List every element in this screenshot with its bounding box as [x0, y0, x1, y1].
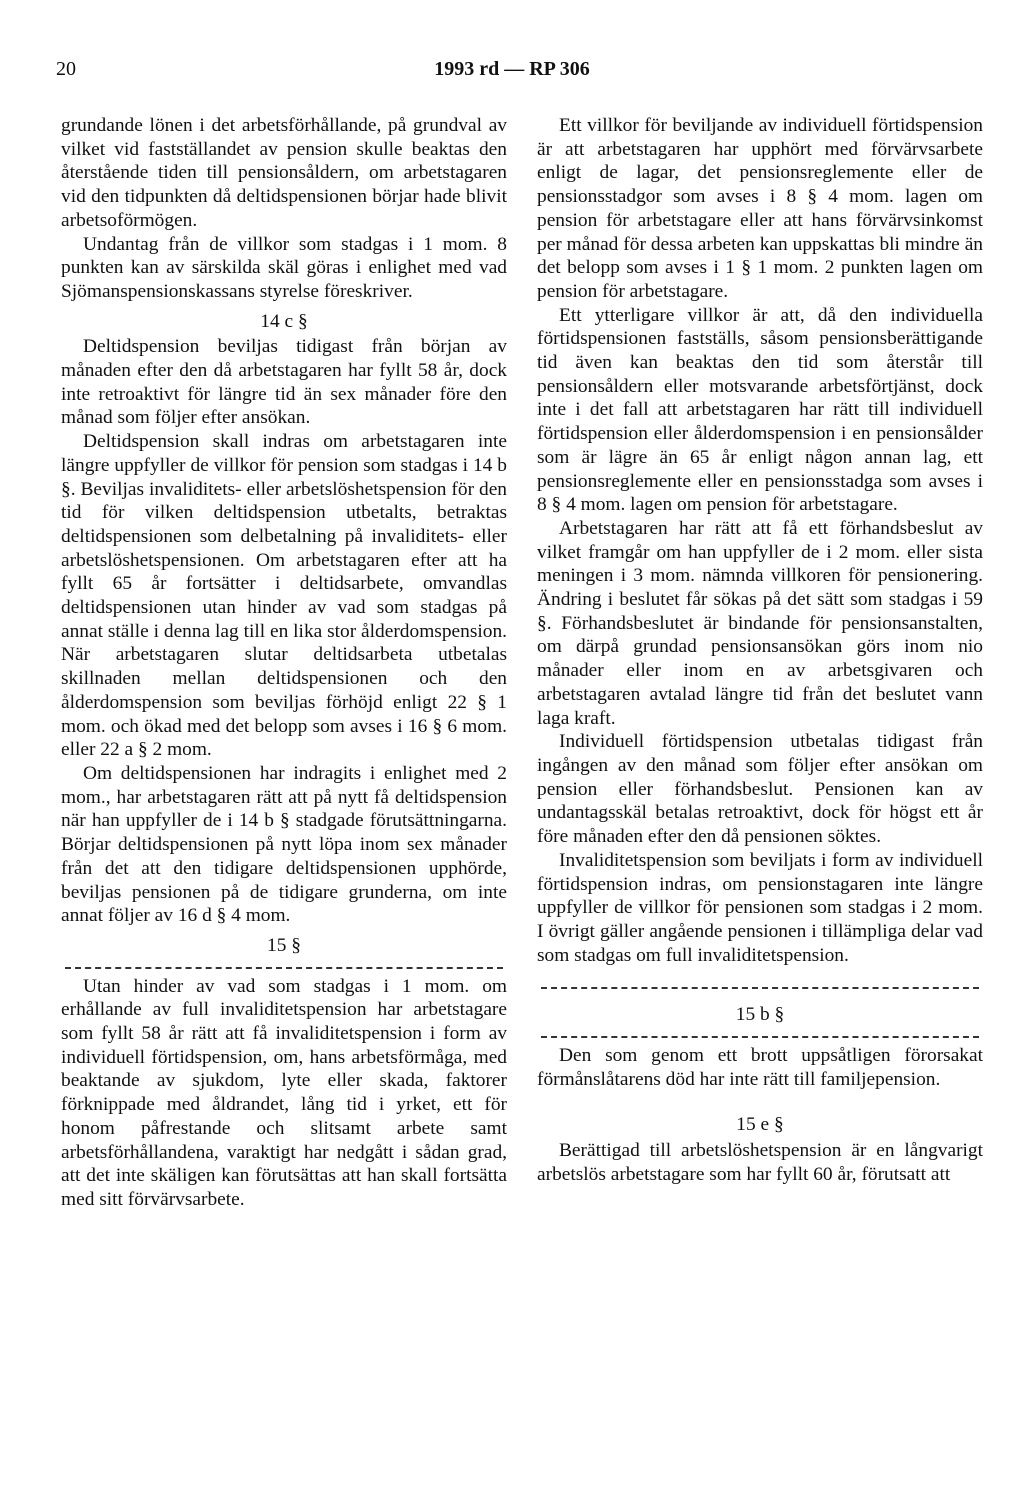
omission-divider: [65, 967, 503, 969]
section-heading-15e: 15 e §: [736, 1114, 784, 1136]
section-heading-14c: 14 c §: [260, 310, 308, 332]
section-heading-15b: 15 b §: [735, 1004, 785, 1026]
paragraph: Deltidspension skall indras om arbetstagaren inte längre uppfyller de villkor för pension som stadgas i 14 b §. Beviljas invaliditets- eller arbetslöshetspension för den tid för vilken deltidspension utbetalts, betraktas deltidspensionen som delbetalning på invaliditets- eller arbetslöshetspensionen. Om arbetstagaren efter att ha fyllt 65 år fortsätter i deltidsarbete, omvandlas deltidspensionen utan hinder av vad som stadgas på annat ställe i denna lag till en lika stor ålderdomspension. När arbetstagaren slutar deltidsarbeta utbetalas skillnaden mellan deltidspensionen och den ålderdomspension som beviljas förhöjd enligt 22 § 1 mom. och ökad med det belopp som avses i 16 § 6 mom. eller 22 a § 2 mom.: [61, 431, 507, 761]
paragraph: Undantag från de villkor som stadgas i 1 mom. 8 punkten kan av särskilda skäl göras i enlighet med vad Sjömanspensionskassans styrelse föreskriver.: [61, 233, 507, 302]
paragraph: Individuell förtidspension utbetalas tidigast från ingången av den månad som följer efter ansökan om pension eller förhandsbeslut. Pensionen kan av undantagsskäl betalas retroaktivt, dock för högst ett år före månaden efter den då pensionen söktes.: [537, 731, 983, 848]
omission-divider: [541, 1036, 979, 1038]
paragraph: Arbetstagaren har rätt att få ett förhandsbeslut av vilket framgår om han uppfyller de i 2 mom. eller sista meningen i 3 mom. nämnda villkoren för pensionering. Ändring i beslutet får sökas på det sätt som stadgas i 59 §. Förhandsbeslutet är bindande för pensionsanstalten, om därpå grundad pensionsansökan görs inom nio månader eller inom en av arbetsgivaren och arbetstagaren avtalad längre tid från det beslutet vann laga kraft.: [537, 517, 983, 729]
paragraph: Invaliditetspension som beviljats i form av individuell förtidspension indras, om pensionstagaren inte längre uppfyller de villkor för pensionen som stadgas i 2 mom. I övrigt gäller angående pensionen i tillämpliga delar vad som stadgas om full invaliditetspension.: [537, 849, 983, 966]
left-column: [61, 114, 507, 1212]
section-heading-15: 15 §: [267, 934, 301, 956]
page-header: [0, 58, 1024, 88]
paragraph: Ett villkor för beviljande av individuell förtidspension är att arbetstagaren har upphört med förvärvsarbete enligt de lagar, det pensionsreglemente eller de pensionsstadgor som avses i 8 § 4 mom. lagen om pension för arbetstagare eller att hans förvärvsinkomst per månad för dessa arbeten kan uppskattas bli mindre än det belopp som avses i 1 § 1 mom. 2 punkten lagen om pension för arbetstagare.: [537, 115, 983, 302]
page-number: 20: [56, 58, 76, 80]
paragraph: Utan hinder av vad som stadgas i 1 mom. om erhållande av full invaliditetspension har arbetstagare som fyllt 58 år rätt att få invaliditetspension i form av individuell förtidspension, om, hans arbetsförmåga, med beaktande av sjukdom, lyte eller skada, faktorer förknippade med åldrandet, lång tid i yrket, ett för honom påfrestande och slitsamt arbete samt arbetsförhållandena, varaktigt har nedgått i sådan grad, att det inte skäligen kan förutsättas att han skall fortsätta med sitt förvärvsarbete.: [61, 975, 507, 1210]
paragraph: Ett ytterligare villkor är att, då den individuella förtidspensionen fastställs, såsom pensionsberättigande tid även kan beaktas den tid som återstår till pensionsåldern eller motsvarande arbetsförtjänst, dock inte i det fall att arbetstagaren har rätt till individuell förtidspension eller ålderdomspension i en pensionsålder som är lägre än 65 år enligt någon annan lag, ett pensionsreglemente eller en pensionsstadga som avses i 8 § 4 mom. lagen om pension för arbetstagare.: [537, 304, 983, 516]
document-title: 1993 rd — RP 306: [434, 58, 590, 80]
omission-divider: [541, 987, 979, 989]
right-column: [537, 114, 983, 1187]
paragraph: Om deltidspensionen har indragits i enlighet med 2 mom., har arbetstagaren rätt att på nytt få deltidspension när han uppfyller de i 14 b § stadgade förutsättningarna. Börjar deltidspensionen på nytt löpa inom sex månader från det att den tidigare deltidspensionen upphörde, beviljas pensionen på de tidigare grunderna, om inte annat följer av 16 d § 4 mom.: [61, 762, 507, 927]
paragraph: Deltidspension beviljas tidigast från början av månaden efter den då arbetstagaren har fyllt 58 år, dock inte retroaktivt för längre tid än sex månader före den månad som följer efter ansökan.: [61, 336, 507, 429]
paragraph: grundande lönen i det arbetsförhållande, på grundval av vilket vid fastställandet av pension skulle beaktas den återstående tiden till pensionsåldern, om arbetstagaren vid den tidpunkten då deltidspensionen börjar hade blivit arbetsoförmögen.: [61, 115, 507, 231]
paragraph: Berättigad till arbetslöshetspension är en långvarigt arbetslös arbetstagare som har fyllt 60 år, förutsatt att: [537, 1140, 983, 1185]
paragraph: Den som genom ett brott uppsåtligen förorsakat förmånslåtarens död har inte rätt till familjepension.: [537, 1045, 983, 1090]
